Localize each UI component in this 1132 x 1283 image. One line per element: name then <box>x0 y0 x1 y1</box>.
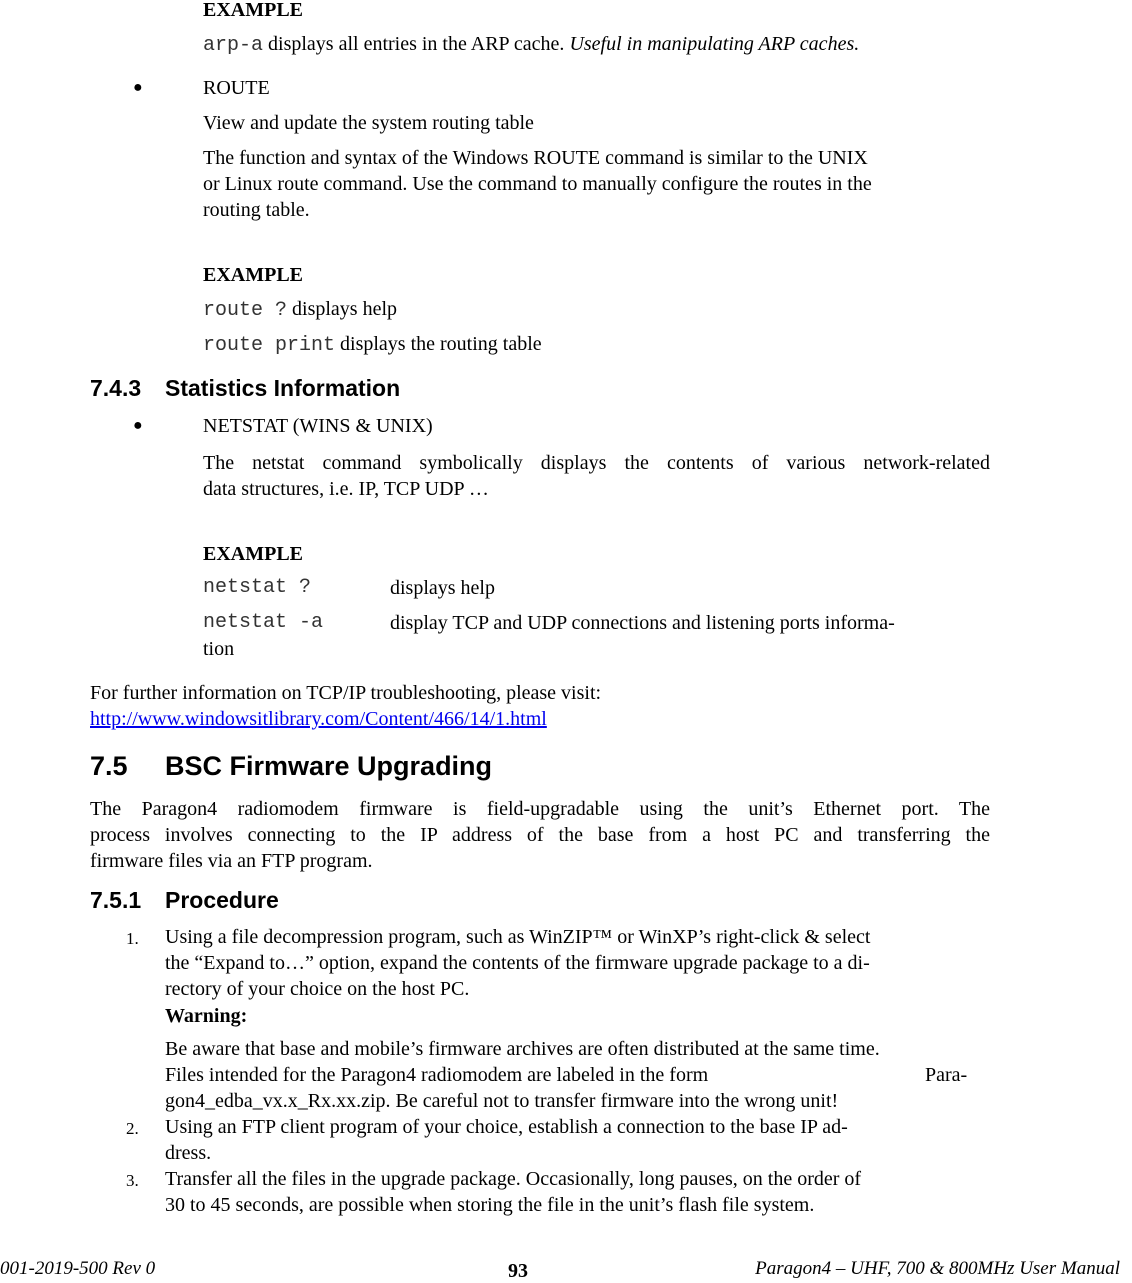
step-1-line-2: the “Expand to…” option, expand the contents of the firmware upgrade package to a di- <box>165 952 870 974</box>
step-3-line-2: 30 to 45 seconds, are possible when storing the file in the unit’s flash file system. <box>165 1194 815 1216</box>
step-1-line-3: rectory of your choice on the host PC. <box>165 978 470 1000</box>
arp-description: displays all entries in the ARP cache. <box>263 33 570 55</box>
step-3-line-1: Transfer all the files in the upgrade package. Occasionally, long pauses, on the order of <box>165 1168 862 1190</box>
netstat-help-desc: displays help <box>390 577 495 599</box>
netstat-a-desc: display TCP and UDP connections and listening ports informa- <box>390 612 895 634</box>
section-75-number: 7.5 <box>90 751 128 781</box>
step-3-number: 3. <box>126 1171 139 1190</box>
route-subtitle: View and update the system routing table <box>203 112 534 134</box>
route-desc-line-2: or Linux route command. Use the command to manually configure the routes in the <box>203 173 872 195</box>
step-2-line-1: Using an FTP client program of your choice, establish a connection to the base IP ad- <box>165 1116 848 1138</box>
route-bullet: ● <box>133 79 143 96</box>
route-example-2 <box>203 331 542 359</box>
step-2-number: 2. <box>126 1119 139 1138</box>
netstat-a-desc-cont: tion <box>203 638 235 660</box>
netstat-a-command: netstat -a <box>203 611 324 634</box>
warning-line-2-right: Para- <box>925 1064 968 1086</box>
further-info-text: For further information on TCP/IP troubleshooting, please visit: <box>90 682 602 704</box>
section-743-number: 7.4.3 <box>90 375 142 401</box>
footer-page-number: 93 <box>508 1260 528 1282</box>
troubleshooting-link[interactable]: http://www.windowsitlibrary.com/Content/466/14/1.html <box>90 708 547 730</box>
netstat-example-label: EXAMPLE <box>203 543 303 565</box>
netstat-title: NETSTAT (WINS & UNIX) <box>203 415 433 437</box>
route-print-desc: displays the routing table <box>335 333 542 355</box>
step-1-number: 1. <box>126 929 139 948</box>
route-example-1 <box>203 296 397 324</box>
arp-command: arp-a <box>203 34 264 57</box>
netstat-help-command: netstat ? <box>203 576 312 599</box>
route-print-command: route print <box>203 334 336 357</box>
arp-note: Useful in manipulating ARP caches. <box>569 33 860 55</box>
warning-line-2-left: Files intended for the Paragon4 radiomodem are labeled in the form <box>165 1064 709 1086</box>
route-help-desc: displays help <box>287 298 398 320</box>
arp-example-line <box>203 31 859 59</box>
arp-example-label: EXAMPLE <box>203 0 303 21</box>
footer-manual-title: Paragon4 – UHF, 700 & 800MHz User Manual <box>755 1258 1120 1279</box>
warning-label: Warning: <box>165 1005 248 1027</box>
step-1-line-1: Using a file decompression program, such as WinZIP™ or WinXP’s right-click & select <box>165 926 871 948</box>
warning-line-1: Be aware that base and mobile’s firmware archives are often distributed at the same time. <box>165 1038 880 1060</box>
route-desc-line-1: The function and syntax of the Windows ROUTE command is similar to the UNIX <box>203 147 868 169</box>
route-desc-line-3: routing table. <box>203 199 310 221</box>
section-743-title: Statistics Information <box>165 375 401 401</box>
footer-doc-number: 001-2019-500 Rev 0 <box>0 1258 156 1279</box>
section-751-title: Procedure <box>165 887 279 913</box>
route-title: ROUTE <box>203 77 270 99</box>
section-75-para-line-1: The Paragon4 radiomodem firmware is field-upgradable using the unit’s Ethernet port. The <box>90 798 990 820</box>
netstat-desc-line-2: data structures, i.e. IP, TCP UDP … <box>203 478 489 500</box>
warning-line-3: gon4_edba_vx.x_Rx.xx.zip. Be careful not to transfer firmware into the wrong unit! <box>165 1090 839 1112</box>
route-help-command: route ? <box>203 299 288 322</box>
section-75-para-line-2: process involves connecting to the IP address of the base from a host PC and transferring the <box>90 824 990 846</box>
netstat-bullet: ● <box>133 417 143 434</box>
section-75-title: BSC Firmware Upgrading <box>165 751 493 781</box>
section-75-para-line-3: firmware files via an FTP program. <box>90 850 373 872</box>
section-751-number: 7.5.1 <box>90 887 142 913</box>
route-example-label: EXAMPLE <box>203 264 303 286</box>
netstat-desc-line-1: The netstat command symbolically displays the contents of various network-related <box>203 452 990 474</box>
step-2-line-2: dress. <box>165 1142 212 1164</box>
